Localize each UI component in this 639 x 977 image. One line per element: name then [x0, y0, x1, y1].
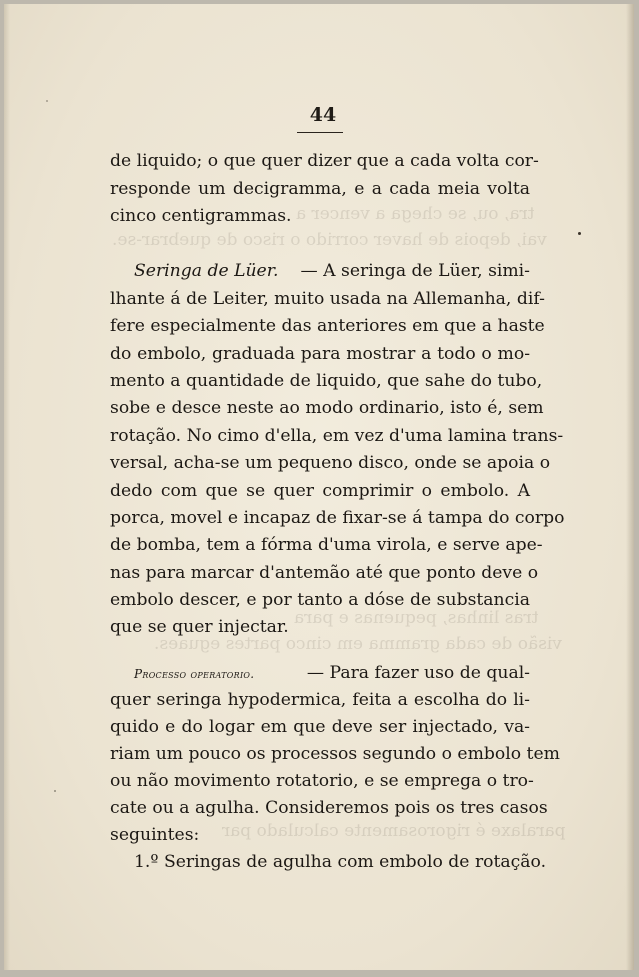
book-page	[4, 4, 634, 970]
text-line: cate ou a agulha. Consideremos pois os tres casos	[110, 798, 548, 818]
text-line: seguintes:	[110, 825, 200, 845]
bleed-through-line: vai, depois de haver corrido o risco de quebrar-se.	[112, 230, 547, 250]
text-line: porca, movel e incapaz de fixar-se á tampa do corpo	[110, 508, 565, 528]
bleed-through-line: paralaxe é rigorosamente calculado par	[222, 821, 566, 841]
bleed-through-line: visão de cada gramma em cinco partes eguaes.	[154, 634, 562, 654]
text-line: de bomba, tem a fórma d'uma virola, e serve ape-	[110, 535, 543, 555]
text-line: responde um decigramma, e a cada meia volta	[110, 179, 530, 199]
text-line: quido e do logar em que deve ser injectado, va-	[110, 717, 530, 737]
text-line: nas para marcar d'antemão até que ponto deve o	[110, 563, 539, 583]
text-line: 1.º Seringas de agulha com embolo de rotação.	[134, 852, 547, 872]
text-line: ou não movimento rotatorio, e se emprega o tro-	[110, 771, 534, 791]
text-line: que se quer injectar.	[110, 617, 289, 637]
text-line: embolo descer, e por tanto a dóse de substancia	[110, 590, 530, 610]
ink-speck	[54, 790, 56, 792]
text-line: lhante á de Leiter, muito usada na Allemanha, dif-	[110, 289, 545, 309]
text-line: de liquido; o que quer dizer que a cada volta cor-	[110, 151, 539, 171]
text-line: quer seringa hypodermica, feita a escolha do li-	[110, 690, 530, 710]
text-line: mento a quantidade de liquido, que sahe do tubo,	[110, 371, 543, 391]
text-line	[110, 258, 530, 284]
text-line: rotação. No cimo d'ella, em vez d'uma lamina trans-	[110, 426, 564, 446]
text-line: riam um pouco os processos segundo o embolo tem	[110, 744, 560, 764]
section-heading-seringa: Seringa de Lüer.	[134, 261, 279, 281]
ink-speck	[578, 232, 581, 235]
bleed-through-line: tra, ou, se chega a vencer a	[296, 204, 535, 224]
page-number-rule	[297, 132, 343, 133]
text-line: do embolo, graduada para mostrar a todo o mo-	[110, 344, 530, 364]
text-line: fere especialmente das anteriores em que a haste	[110, 316, 545, 336]
page-number: 44	[309, 104, 337, 126]
text-line	[110, 660, 530, 686]
text-line: cinco centigrammas.	[110, 206, 292, 226]
text-line: dedo com que se quer comprimir o embolo. A	[110, 481, 530, 501]
text-line: sobe e desce neste ao modo ordinario, isto é, sem	[110, 398, 544, 418]
text-run: — Para fazer uso de qual-	[301, 663, 530, 683]
ink-speck	[46, 100, 48, 102]
section-heading-processo: Processo operatorio.	[134, 667, 255, 681]
text-run: — A seringa de Lüer, simi-	[295, 261, 530, 281]
page-right-shadow	[626, 4, 634, 970]
page-left-shadow	[4, 4, 10, 970]
bleed-through-line: tras linhas, pequenas e para	[294, 608, 539, 628]
text-line: versal, acha-se um pequeno disco, onde se apoia o	[110, 453, 551, 473]
